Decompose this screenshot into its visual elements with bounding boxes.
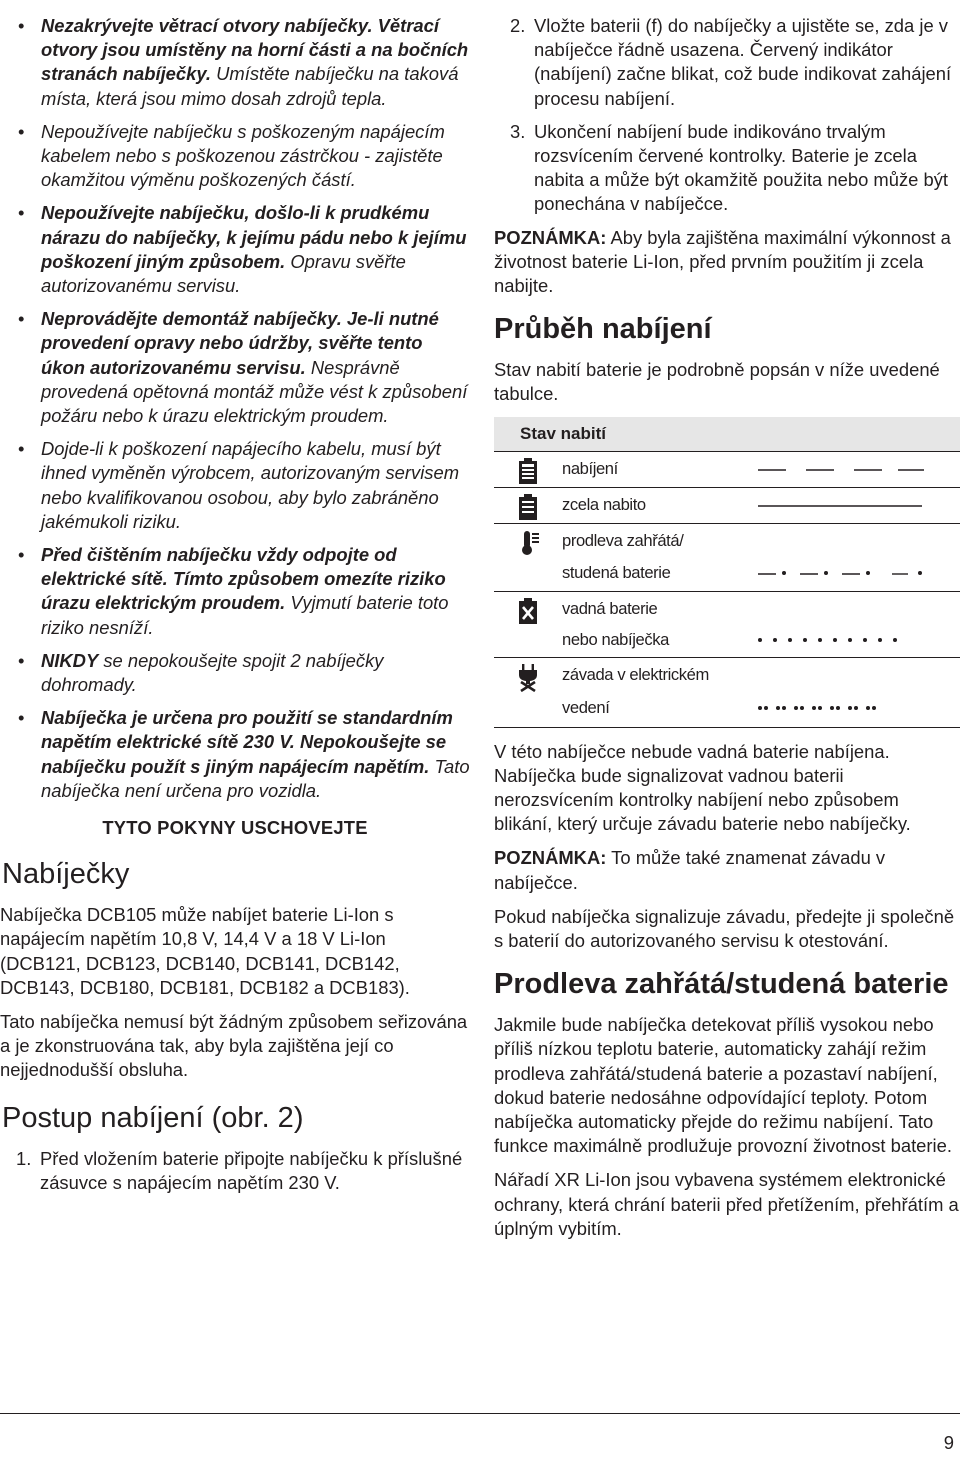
state-label-line2: studená baterie — [562, 562, 671, 582]
list-item: • Před čištěním nabíječku vždy odpojte od elektrické sítě. Tímto způsobem omezíte riziko úrazu elektrickým proudem. Vyjmutí baterie toto riziko nesníží. — [0, 543, 470, 640]
page-number: 9 — [943, 1432, 954, 1453]
procedure-step-3: 3. Ukončení nabíjení bude indikováno trvalým rozsvícením červené kontrolky. Baterie je zcela nabita a může být okamžitě použita nebo může být ponechána v nabíječce. — [510, 120, 949, 215]
delay-paragraph: Jakmile bude nabíječka detekovat příliš vysokou nebo příliš nízkou teplotu baterie, automaticky zahájí režim prodleva zahřátá/studená baterie a pozastaví nabíjení, dokud baterie nedosáhne odpovídající teploty. Potom nabíječka automaticky přejde do režimu nabíjení. Tato funkce maximálně prodlužuje provozní životnost baterie. — [494, 1014, 952, 1157]
list-item: • NIKDY se nepokoušejte spojit 2 nabíječky dohromady. — [0, 649, 470, 697]
state-label: vadná baterie — [562, 598, 658, 618]
chargers-heading: Nabíječky — [2, 858, 130, 891]
charge-state-table — [494, 417, 960, 728]
state-label: prodleva zahřátá/ — [562, 530, 684, 550]
bad-battery-paragraph: V této nabíječce nebude vadná baterie nabíjena. Nabíječka bude signalizovat vadnou baterii nerozsvícením kontrolky nabíjení nebo způsobem blikání, který určuje závadu baterie nebo nabíječky. — [494, 740, 911, 835]
procedure-step-1: 1. Před vložením baterie připojte nabíječku k příslušné zásuvce s napájecím napětím 230 V. — [16, 1147, 463, 1193]
keep-instructions-heading: TYTO POKYNY USCHOVEJTE — [102, 817, 368, 839]
table-header: Stav nabití — [494, 417, 960, 451]
protection-paragraph: Nářadí XR Li-Ion jsou vybavena systémem elektronické ochrany, která chrání baterii před přetížením, přehřátím a úplným vybitím. — [494, 1169, 959, 1239]
state-label-line2: vedení — [562, 697, 610, 717]
left-column — [0, 14, 470, 1204]
battery-full-icon — [518, 494, 538, 520]
table-row — [494, 591, 960, 657]
note-paragraph-2: POZNÁMKA: To může také znamenat závadu v nabíječce. — [494, 847, 886, 893]
list-item: • Neprovádějte demontáž nabíječky. Je-li nutné provedení opravy nebo údržby, svěřte tento úkon autorizovanému servisu. Nesprávně provedená opětovná montáž může vést k způsobení požáru nebo k úrazu elektrickým proudem. — [0, 307, 470, 428]
blink-pattern-double-dots — [756, 703, 926, 713]
blink-pattern-dots — [756, 635, 926, 645]
list-item: • Nezakrývejte větrací otvory nabíječky. Větrací otvory jsou umístěny na horní části a na bočních stranách nabíječky. Umístěte nabíječku na taková místa, která jsou mimo dosah zdrojů tepla. — [0, 14, 470, 111]
table-row — [494, 523, 960, 591]
plug-fault-icon — [518, 664, 538, 692]
state-label: závada v elektrickém — [562, 664, 709, 684]
list-item: • Dojde-li k poškození napájecího kabelu, musí být ihned vyměněn výrobcem, autorizovaným servisem nebo kvalifikovanou osobou, aby bylo zabráněno jakémukoli riziku. — [0, 437, 470, 534]
list-item: • Nepoužívejte nabíječku, došlo-li k prudkému nárazu do nabíječky, k jejímu pádu nebo k jejímu poškození jiným způsobem. Opravu svěřte autorizovanému servisu. — [0, 201, 470, 298]
table-bottom-rule — [494, 727, 960, 728]
footer-rule — [0, 1413, 960, 1414]
hot-cold-delay-heading: Prodleva zahřátá/studená baterie — [494, 968, 949, 1001]
charging-procedure-heading: Postup nabíjení (obr. 2) — [2, 1101, 304, 1134]
battery-charging-icon — [518, 458, 538, 484]
blink-pattern-long-dashes — [756, 464, 926, 474]
note-paragraph: POZNÁMKA: Aby byla zajištěna maximální výkonnost a životnost baterie Li-Ion, před prvním použitím ji zcela nabijte. — [494, 226, 951, 297]
safety-bullet-list — [0, 14, 470, 803]
state-label: nabíjení — [562, 458, 618, 478]
blink-pattern-solid — [756, 500, 926, 510]
battery-fault-icon — [518, 598, 538, 624]
list-item: • Nepoužívejte nabíječku s poškozeným napájecím kabelem nebo s poškozenou zástrčkou - zajistěte okamžitou výměnu poškozených částí. — [0, 120, 470, 193]
state-label: zcela nabito — [562, 494, 646, 514]
procedure-step-2: 2. Vložte baterii (f) do nabíječky a ujistěte se, zda je v nabíječce řádně usazena. Červený indikátor (nabíjení) začne blikat, což bude indikovat zahájení procesu nabíjení. — [510, 15, 952, 109]
charging-progress-heading: Průběh nabíjení — [494, 313, 712, 346]
fault-paragraph: Pokud nabíječka signalizuje závadu, předejte ji společně s baterií do autorizovaného servisu k otestování. — [494, 905, 955, 952]
thermometer-icon — [518, 530, 540, 556]
chargers-paragraph-2: Tato nabíječka nemusí být žádným způsobem seřizována a je zkonstruována tak, aby byla zajištěna její co nejjednodušší obsluha. — [0, 1010, 468, 1081]
right-column — [494, 14, 960, 1251]
table-row — [494, 451, 960, 487]
list-item: • Nabíječka je určena pro použití se standardním napětím elektrické sítě 230 V. Nepokoušejte se nabíječku použít s jiným napájecím napětím. Tato nabíječka není určena pro vozidla. — [0, 706, 470, 803]
progress-intro: Stav nabití baterie je podrobně popsán v níže uvedené tabulce. — [494, 359, 940, 405]
table-row — [494, 487, 960, 523]
state-label-line2: nebo nabíječka — [562, 629, 669, 649]
chargers-paragraph: Nabíječka DCB105 může nabíjet baterie Li-Ion s napájecím napětím 10,8 V, 14,4 V a 18 V Li-Ion (DCB121, DCB123, DCB140, DCB141, DCB142, DCB143, DCB180, DCB181, DCB182 a DCB183). — [0, 904, 410, 998]
table-row — [494, 657, 960, 727]
blink-pattern-dash-dot — [756, 568, 926, 578]
